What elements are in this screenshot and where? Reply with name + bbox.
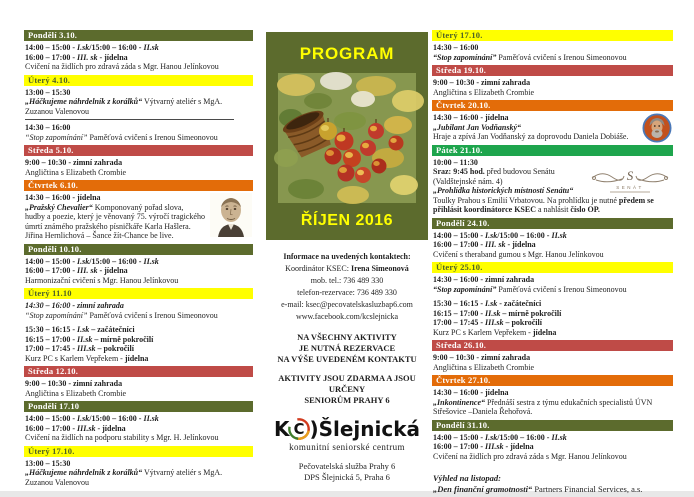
event-section: [24, 180, 253, 241]
text-line: 15:30 – 16:15 - I.sk - začátečníci: [433, 299, 542, 308]
event-section: [432, 218, 673, 260]
text-line: AKTIVITY JSOU ZDARMA A JSOU URČENY: [278, 373, 416, 394]
event-section: [432, 65, 673, 97]
text-line: “Stop zapomínání” Paměťová cvičení s Irenou Simeonovou: [25, 132, 218, 142]
event-day-header: Úterý 25.10.: [432, 262, 673, 273]
event-day-header: Čtvrtek 20.10.: [432, 100, 673, 111]
text-line: Angličtina s Elizabeth Crombie: [25, 388, 127, 398]
right-column: [432, 30, 673, 497]
event-day-header: Pondělí 24.10.: [432, 218, 673, 229]
text-line: Cvičení na židlích pro zdravá záda s Mgr. Hanou Jelínkovou: [433, 451, 627, 461]
text-line: „Háčkujeme náhrdelník z korálků“ Výtvarný ateliér s MgA. Zuzanou Valenovou: [25, 97, 223, 116]
event-day-header: Úterý 11.10: [24, 288, 253, 299]
program-title: PROGRAM: [299, 44, 395, 63]
text-line: Angličtina s Elizabeth Crombie: [433, 362, 535, 372]
text-line: Angličtina s Elizabeth Crombie: [25, 167, 127, 177]
event-section: [432, 420, 673, 462]
address-line-1: Pečovatelská služba Prahy 6: [298, 461, 396, 471]
event-section: [432, 340, 673, 372]
text-line: telefon-rezervace: 736 489 330: [297, 288, 397, 297]
kc-slejnicka-logo: [266, 417, 428, 452]
text-line: Angličtina s Elizabeth Crombie: [433, 87, 535, 97]
text-line: (Valdštejnské nám. 4): [433, 176, 503, 186]
text-line: 17:00 – 17:45 - III.sk – pokročilí: [433, 318, 542, 327]
logo-subtitle: komunitní seniorské centrum: [289, 442, 405, 452]
note-section: [432, 473, 673, 494]
event-section: [432, 262, 673, 337]
event-section: [24, 75, 253, 143]
event-section: [24, 401, 253, 443]
text-line: e-mail: ksec@pecovatelskasluzbap6.com: [281, 300, 413, 309]
text-line: „Den finanční gramotnosti“ Partners Financial Services, a.s.: [433, 483, 643, 494]
text-line: 16:15 – 17:00 - II.sk – mírně pokročilí: [25, 334, 154, 344]
text-line: 16:00 – 17:00 - III.sk - jídelna: [25, 423, 126, 433]
event-day-header: Čtvrtek 27.10.: [432, 375, 673, 386]
text-line: 14:00 – 15:00 - I.sk/15:00 – 16:00 - II.sk: [25, 414, 159, 423]
text-line: 14:30 – 16:00 - jídelna: [25, 193, 101, 202]
month-title: ŘÍJEN 2016: [300, 212, 394, 229]
text-line: 14:30 – 16:00: [25, 123, 71, 132]
text-line: 16:00 – 17:00 - III. sk - jídelna: [25, 266, 128, 275]
text-line: “Stop zapomínání” Paměťová cvičení s Irenou Simeonovou: [433, 52, 627, 62]
event-day-header: Úterý 17.10.: [432, 30, 673, 41]
logo-wordmark: [266, 417, 428, 441]
text-line: „Prohlídka historických místností Senátu“ Toulky Prahou s Emilií Vrbatovou. Na prohlídku je nutné předem se přihlásit koordinátorce KSEC a nahlásit číslo OP.: [433, 186, 654, 214]
jan-vodnansky-photo: [642, 113, 672, 143]
address-block: [266, 461, 428, 483]
left-column: [24, 30, 253, 490]
logo-circle-mark: [287, 417, 311, 441]
text-line: „Háčkujeme náhrdelník z korálků“ Výtvarný ateliér s MgA. Zuzanou Valenovou: [25, 468, 223, 487]
free-activities-notice: [266, 373, 428, 406]
event-day-header: Středa 19.10.: [432, 65, 673, 76]
contact-block: [266, 251, 428, 323]
text-line: 9:00 – 10:30 - zimní zahrada: [433, 78, 531, 87]
karel-hasler-portrait: [210, 193, 252, 237]
text-line: 14:30 – 16:00: [433, 43, 479, 52]
text-line: Kurz PC s Karlem Vepřekem - jídelna: [25, 353, 149, 363]
event-day-header: Pondělí 10.10.: [24, 244, 253, 255]
text-line: Jiřina Hernlichová – Šance žít-Chance be live.: [25, 231, 174, 240]
senate-logo: [588, 166, 672, 194]
event-day-header: Úterý 4.10.: [24, 75, 253, 86]
text-line: 14:00 – 15:00 - I.sk/15:00 – 16:00 - II.sk: [433, 230, 567, 240]
event-section: [432, 145, 673, 215]
logo-letter-k: K: [273, 417, 290, 441]
address-line-2: DPS Šlejnická 5, Praha 6: [304, 472, 390, 482]
text-line: 9:00 – 10:30 - zimní zahrada: [433, 353, 531, 362]
event-day-header: Pondělí 31.10.: [432, 420, 673, 431]
text-line: 14:30 – 16:00 - zimní zahrada: [25, 301, 124, 310]
text-line: 14:00 – 15:00 - I.sk/15:00 – 16:00 - II.sk: [25, 43, 159, 52]
center-column: [266, 32, 428, 483]
text-line: NA VÝŠE UVEDENÉM KONTAKTU: [277, 354, 417, 364]
event-section: [432, 100, 673, 142]
text-line: Cvičení na židlích pro zdravá záda s Mgr. Hanou Jelínkovou: [25, 62, 219, 71]
text-line: 9:00 – 10:30 - zimní zahrada: [25, 158, 123, 167]
event-section: [432, 375, 673, 417]
text-line: Cvičení s theraband gumou s Mgr. Hanou Jelínkovou: [433, 249, 604, 259]
logo-name-text: )Šlejnická: [309, 417, 421, 441]
text-line: 15:30 – 16:15 - I.sk – začátečníci: [25, 325, 135, 334]
text-line: Cvičení na židlích na podporu stability s Mgr. H. Jelínkovou: [25, 433, 219, 442]
senate-label: SENÁT: [616, 184, 644, 190]
text-line: „Pražský Chevalier“ Komponovaný pořad slova, hudby a poezie, který je věnovaný 75. výročí tragického úmrtí známého pražského písničkáře Karla Hašlera.: [25, 202, 205, 231]
text-line: 14:30 – 16:00 - zimní zahrada: [433, 275, 535, 284]
text-line: Informace na uvedených kontaktech:: [283, 252, 411, 261]
program-box: [266, 32, 428, 240]
event-section: [24, 446, 253, 488]
event-section: [24, 244, 253, 286]
reservation-notice: [266, 332, 428, 365]
text-line: Výhled na listopad:: [433, 473, 502, 483]
event-day-header: Pondělí 17.10: [24, 401, 253, 412]
event-day-header: Úterý 17.10.: [24, 446, 253, 457]
text-line: “Stop zapomínání” Paměťová cvičení s Irenou Simeonovou: [433, 284, 627, 294]
logo-letter-c: C: [294, 421, 305, 439]
event-day-header: Čtvrtek 6.10.: [24, 180, 253, 191]
text-line: Hraje a zpívá Jan Vodňanský za doprovodu Daniela Dobiáše.: [433, 132, 629, 141]
text-line: 9:00 – 10:30 - zimní zahrada: [25, 379, 123, 388]
event-day-header: Středa 12.10.: [24, 366, 253, 377]
text-line: 14:30 – 16:00 - jídelna: [433, 113, 509, 122]
text-line: 16:15 – 17:00 - II.sk – mírně pokročilí: [433, 308, 562, 318]
event-day-header: Středa 26.10.: [432, 340, 673, 351]
text-line: NA VŠECHNY AKTIVITY: [297, 332, 397, 342]
event-section: [24, 145, 253, 177]
text-line: 14:00 – 15:00 - I.sk/15:00 – 16:00 - II.sk: [25, 256, 159, 266]
text-line: SENIORŮM PRAHY 6: [304, 395, 390, 405]
text-line: 16:00 – 17:00 - III. sk - jídelna: [433, 240, 536, 249]
text-line: „Inkontinence“ Přednáší sestra z týmu edukačních specialistů ÚVN Střešovice –Daniela Řehořová.: [433, 397, 653, 416]
text-line: 16:00 – 17:00 - III.sk - jídelna: [433, 442, 534, 451]
event-section: [24, 366, 253, 398]
senate-initial: S: [626, 167, 634, 183]
text-line: JE NUTNÁ REZERVACE: [298, 343, 396, 353]
text-line: www.facebook.com/kcslejnicka: [295, 312, 399, 321]
text-line: 14:30 – 16:00 - jídelna: [433, 388, 509, 397]
text-line: 10:00 – 11:30: [433, 157, 478, 167]
text-line: 13:00 – 15:30: [25, 87, 71, 97]
text-line: mob. tel.: 736 489 330: [310, 276, 384, 285]
text-line: 16:00 – 17:00 - III. sk - jídelna: [25, 52, 128, 62]
text-line: 13:00 – 15:30: [25, 458, 71, 468]
text-line: Koordinátor KSEC: Irena Simeonová: [285, 264, 409, 273]
text-line: „Jubilant Jan Vodňanský“: [433, 122, 522, 132]
text-line: “Stop zapomínání” Paměťová cvičení s Irenou Simeonovou: [25, 310, 218, 320]
section-divider: [25, 119, 234, 120]
text-line: 14:00 – 15:00 - I.sk/15:00 – 16:00 - II.sk: [433, 432, 567, 442]
text-line: Kurz PC s Karlem Vepřekem - jídelna: [433, 327, 557, 337]
event-section: [432, 30, 673, 62]
event-section: [24, 30, 253, 72]
autumn-apples-photo: [278, 73, 416, 203]
event-day-header: Středa 5.10.: [24, 145, 253, 156]
text-line: 17:00 – 17:45 - III.sk – pokročilí: [25, 344, 134, 353]
text-line: Harmonizační cvičení s Mgr. Hanou Jelínkovou: [25, 275, 179, 285]
event-section: [24, 288, 253, 363]
event-day-header: Pondělí 3.10.: [24, 30, 253, 41]
text-line: Sraz: 9:45 hod. před budovou Senátu: [433, 167, 555, 176]
event-day-header: Pátek 21.10.: [432, 145, 673, 156]
